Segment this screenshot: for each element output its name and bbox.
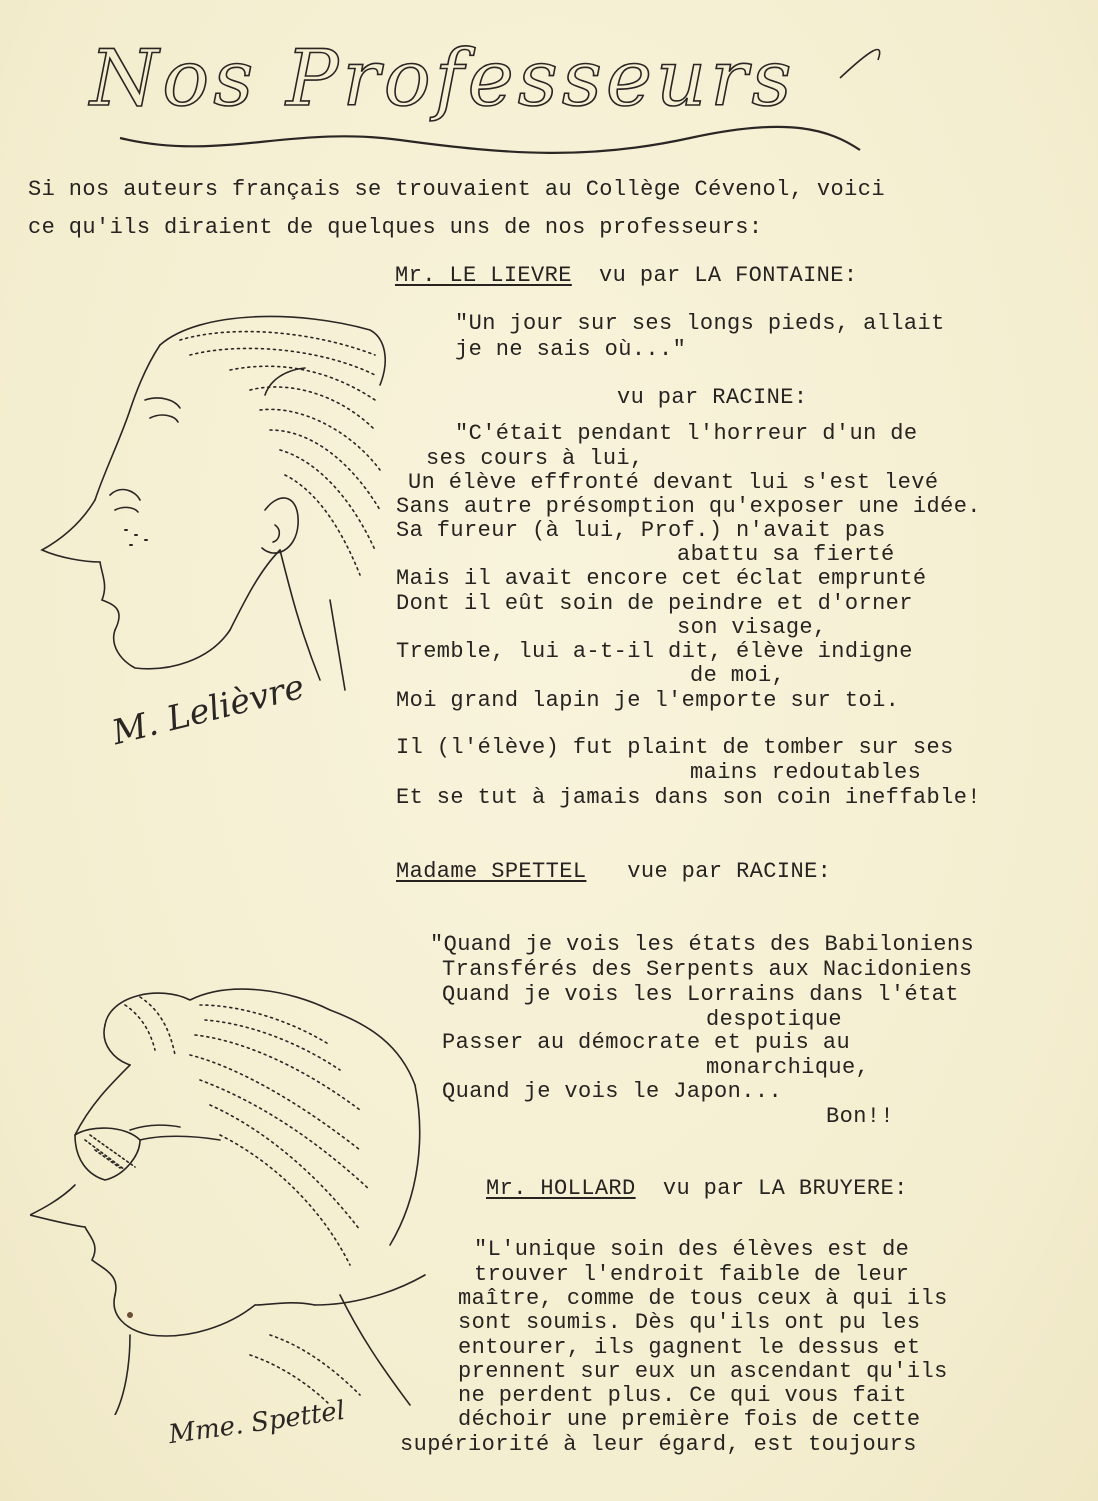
section1-poem2-3: Et se tut à jamais dans son coin ineffable! [396,785,981,810]
section2-poem-1: "Quand je vois les états des Babiloniens [430,932,975,957]
spettel-caricature [30,975,450,1415]
section1-poem-10: Tremble, lui a-t-il dit, élève indigne [396,639,913,664]
section2-poem-4: despotique [706,1007,843,1032]
section1-poem-12: Moi grand lapin je l'emporte sur toi. [396,688,900,713]
section1-byline: vu par LA FONTAINE: [599,263,858,288]
section1-person: Mr. LE LIEVRE [395,263,572,288]
section2-heading [396,860,831,884]
section1-poem2-1: Il (l'élève) fut plaint de tomber sur ses [396,735,954,760]
section3-heading [486,1177,908,1201]
section3-text-8: déchoir une première fois de cette [458,1407,921,1432]
section3-byline: vu par LA BRUYERE: [662,1176,908,1201]
page-title-graphic [70,20,900,160]
title-flourish [840,50,880,78]
section1-heading [395,264,858,288]
section2-byline: vue par RACINE: [627,859,832,884]
section1-poem-8: Dont il eût soin de peindre et d'orner [396,591,913,616]
spettel-caption: Mme. Spettel [166,1395,347,1451]
section2-poem-6: monarchique, [706,1055,870,1080]
section2-poem-3: Quand je vois les Lorrains dans l'état [442,982,959,1007]
section1-poem2-2: mains redoutables [690,760,922,785]
section3-text-7: ne perdent plus. Ce qui vous fait [458,1383,907,1408]
section1-quote-1: "Un jour sur ses longs pieds, allait [455,311,945,336]
section1-poem-4: Sans autre présomption qu'exposer une idée. [396,494,981,519]
section1-poem-1: "C'était pendant l'horreur d'un de [455,421,918,446]
section1-poem-7: Mais il avait encore cet éclat emprunté [396,566,927,591]
section3-text-1: "L'unique soin des élèves est de [474,1237,910,1262]
section3-person: Mr. HOLLARD [486,1176,636,1201]
section2-poem-5: Passer au démocrate et puis au [442,1030,851,1055]
section2-poem-2: Transférés des Serpents aux Nacidoniens [442,957,973,982]
section3-text-6: prennent sur eux un ascendant qu'ils [458,1359,948,1384]
section1-poem-5: Sa fureur (à lui, Prof.) n'avait pas [396,518,886,543]
section3-text-9: supériorité à leur égard, est toujours [400,1432,917,1457]
section1-poem-6: abattu sa fierté [677,542,895,567]
section3-text-5: entourer, ils gagnent le dessus et [458,1335,921,1360]
lelievre-caption: M. Lelièvre [108,666,309,754]
section3-text-3: maître, comme de tous ceux à qui ils [458,1286,948,1311]
section1-poem-3: Un élève effronté devant lui s'est levé [408,470,939,495]
title-underline-flourish [120,127,860,153]
lelievre-caricature [30,300,390,700]
section2-person: Madame SPETTEL [396,859,587,884]
section1-byline-2: vu par RACINE: [617,385,808,410]
section1-poem-9: son visage, [677,615,827,640]
intro-line-1: Si nos auteurs français se trouvaient au Collège Cévenol, voici [28,177,885,202]
intro-line-2: ce qu'ils diraient de quelques uns de nos professeurs: [28,215,763,240]
section2-poem-7: Quand je vois le Japon... [442,1079,783,1104]
section3-text-4: sont soumis. Dès qu'ils ont pu les [458,1310,921,1335]
section3-text-2: trouver l'endroit faible de leur [474,1262,910,1287]
section2-poem-8: Bon!! [826,1104,895,1129]
section1-poem-11: de moi, [690,663,786,688]
page-title: Nos Professeurs [90,34,796,124]
section1-quote-2: je ne sais où..." [455,337,687,362]
section1-poem-2: ses cours à lui, [426,446,644,471]
